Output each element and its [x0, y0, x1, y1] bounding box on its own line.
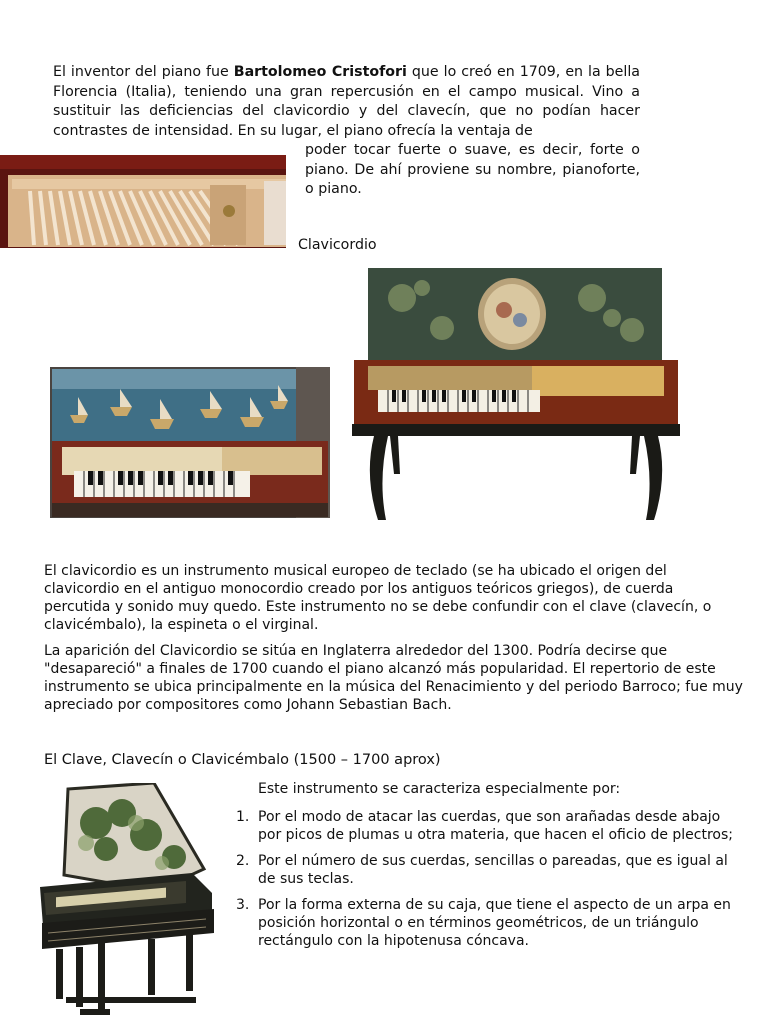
inventor-name: Bartolomeo Cristofori [233, 64, 407, 80]
intro-text-pre: El inventor del piano fue [53, 64, 234, 80]
list-item-text: Por la forma externa de su caja, que tiene el aspecto de un arpa en posición horizontal o en términos geométricos, de un triángulo rectángulo con la hipotenusa cóncava. [258, 897, 731, 949]
list-item-number: 1. [236, 809, 250, 825]
clavicordio-caption: Clavicordio [298, 237, 377, 253]
clave-features-list [232, 808, 744, 958]
intro-paragraph [53, 63, 640, 141]
intro-continuation: poder tocar fuerte o suave, es decir, forte o piano. De ahí proviene su nombre, pianoforte, o piano. [305, 142, 640, 198]
list-item-text: Por el número de sus cuerdas, sencillas o pareadas, que es igual al de sus teclas. [258, 853, 728, 887]
list-item [232, 852, 744, 888]
clavicordio-paragraph-1: El clavicordio es un instrumento musical europeo de teclado (se ha ubicado el origen del clavicordio en el antiguo monocordio creado por los antiguos teóricos griegos), de cuerda percutida y sonido muy quedo. Este instrumento no se debe confundir con el clave (clavecín, o clavicémbalo), la espineta o el virginal. [44, 563, 712, 633]
list-item-number: 2. [236, 853, 250, 869]
clave-intro: Este instrumento se caracteriza especialmente por: [258, 781, 621, 797]
clavichord-stand-image [352, 268, 682, 522]
clavicordio-paragraph-2: La aparición del Clavicordio se sitúa en Inglaterra alrededor del 1300. Podría decirse que "desapareció" a finales de 1700 cuando el piano alcanzó más popularidad. El repertorio de este instrumento se ubica principalmente en la música del Renacimiento y del periodo Barroco; fue muy apreciado por compositores como Johann Sebastian Bach. [44, 643, 743, 713]
clavichord-ships-image [50, 367, 330, 518]
list-item-text: Por el modo de atacar las cuerdas, que son arañadas desde abajo por picos de plumas u otra materia, que hacen el oficio de plectros; [258, 809, 734, 843]
list-item-number: 3. [236, 897, 250, 913]
harpsichord-image [36, 783, 218, 1019]
clave-heading: El Clave, Clavecín o Clavicémbalo (1500 – 1700 aprox) [44, 752, 441, 768]
intro-text-post: que lo creó en 1709, en la bella Florencia (Italia), teniendo una gran repercusión en el campo musical. Vino a sustituir las deficiencias del clavicordio y del clavecín, que no podían hacer contrastes de intensidad. En su lugar, el piano ofrecía la ventaja de [53, 64, 640, 139]
list-item [232, 896, 744, 950]
list-item [232, 808, 744, 844]
piano-interior-image [0, 155, 286, 248]
